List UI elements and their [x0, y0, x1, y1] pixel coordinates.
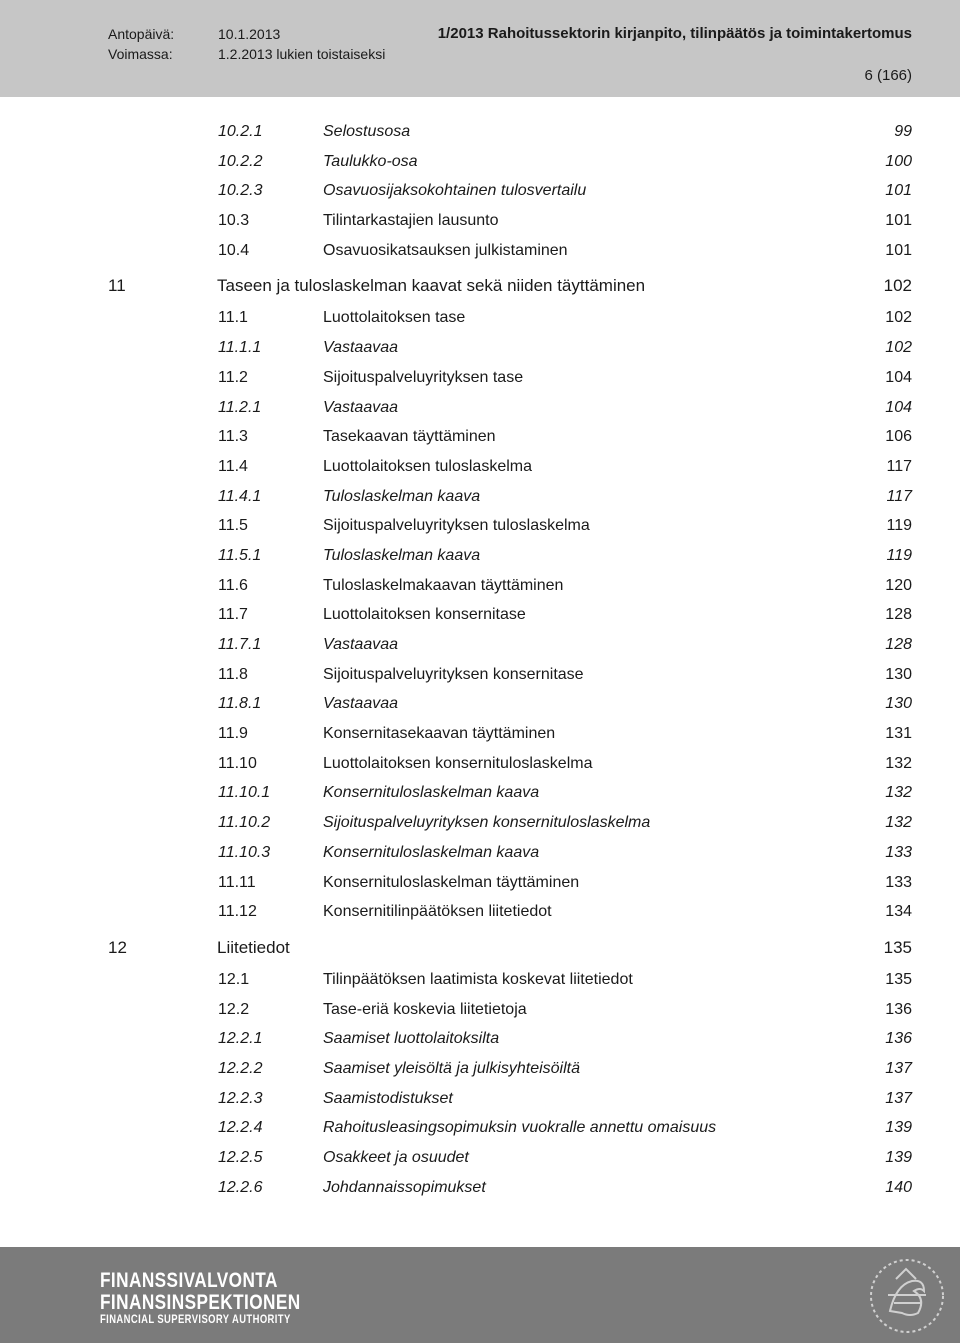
toc-entry[interactable]: [0, 1024, 960, 1054]
toc-entry-number: 12.2: [218, 1000, 250, 1018]
toc-entry-title: Saamistodistukset: [323, 1089, 453, 1107]
toc-entry-title: Vastaavaa: [323, 695, 399, 713]
toc-entry-title: Luottolaitoksen konsernituloslaskelma: [323, 754, 593, 772]
logo-text-swedish: FINANSINSPEKTIONEN: [100, 1291, 301, 1314]
toc-entry-page: 130: [885, 665, 912, 683]
toc-entry-number: 11.1: [218, 309, 248, 327]
toc-entry-title: Vastaavaa: [323, 398, 399, 416]
toc-entry[interactable]: [0, 393, 960, 423]
toc-entry[interactable]: [0, 482, 960, 512]
toc-entry-number: 11.11: [218, 873, 256, 891]
toc-entry-title: Sijoituspalveluyrityksen konsernituloslaskelma: [323, 814, 651, 832]
toc-entry-page: 132: [885, 784, 912, 802]
toc-entry-number: 11.5: [218, 517, 248, 535]
toc-entry[interactable]: [0, 571, 960, 601]
toc-entry-page: 117: [886, 487, 912, 505]
toc-entry-page: 101: [885, 241, 912, 259]
document-title: 1/2013 Rahoitussektorin kirjanpito, tilinpäätös ja toimintakertomus: [437, 25, 912, 42]
toc-entry-page: 133: [885, 873, 912, 891]
toc-entry-title: Konsernitilinpäätöksen liitetiedot: [323, 903, 552, 921]
toc-entry-title: Rahoitusleasingsopimuksin vuokralle annettu omaisuus: [323, 1119, 717, 1137]
toc-entry-title: Taseen ja tuloslaskelman kaavat sekä niiden täyttäminen: [217, 276, 646, 296]
toc-entry[interactable]: [0, 147, 960, 177]
toc-entry-page: 132: [885, 814, 912, 832]
toc-entry-number: 11.2: [218, 368, 248, 386]
toc-entry[interactable]: [0, 511, 960, 541]
toc-entry-title: Luottolaitoksen tase: [323, 309, 466, 327]
toc-entry-page: 135: [883, 937, 912, 957]
toc-entry-page: 120: [885, 576, 912, 594]
toc-entry-page: 102: [883, 276, 912, 296]
toc-entry-title: Tasekaavan täyttäminen: [323, 428, 496, 446]
validity-value: 1.2.2013 lukien toistaiseksi: [218, 46, 386, 62]
toc-entry[interactable]: [0, 600, 960, 630]
toc-entry-number: 12.2.3: [218, 1089, 263, 1107]
toc-entry-page: 137: [885, 1059, 912, 1077]
toc-entry-title: Vastaavaa: [323, 636, 399, 653]
lion-crest-icon: [866, 1255, 948, 1337]
toc-entry[interactable]: [0, 778, 960, 808]
toc-entry-number: 11: [108, 276, 126, 296]
toc-entry-number: 11.10.1: [218, 784, 271, 802]
toc-entry-number: 12: [108, 937, 127, 957]
toc-entry-number: 11.10.2: [218, 814, 271, 832]
toc-entry-number: 11.4: [218, 457, 248, 475]
toc-entry-page: 134: [885, 903, 912, 921]
toc-entry-number: 11.5.1: [218, 546, 262, 564]
toc-entry-title: Vastaavaa: [323, 339, 399, 357]
toc-entry-page: 139: [885, 1149, 912, 1166]
toc-entry[interactable]: [0, 541, 960, 571]
toc-entry[interactable]: [0, 236, 960, 266]
toc-entry-page: 119: [886, 546, 912, 564]
toc-entry[interactable]: [0, 1173, 960, 1203]
page-number: 6 (166): [864, 67, 912, 84]
toc-entry-number: 11.10.3: [218, 843, 271, 861]
toc-entry-title: Sijoituspalveluyrityksen tuloslaskelma: [323, 517, 590, 535]
toc-entry-number: 12.2.1: [218, 1030, 263, 1048]
toc-entry-title: Johdannaissopimukset: [323, 1178, 486, 1196]
toc-entry-page: 99: [894, 123, 912, 140]
toc-entry-title: Sijoituspalveluyrityksen tase: [323, 368, 524, 386]
toc-entry-title: Saamiset luottolaitoksilta: [323, 1030, 500, 1048]
toc-entry[interactable]: [0, 808, 960, 838]
toc-entry-page: 133: [885, 843, 912, 861]
table-of-contents: [0, 117, 960, 1202]
toc-entry-number: 11.9: [218, 725, 248, 743]
toc-entry-number: 10.2.3: [218, 182, 263, 200]
toc-entry-title: Tase-eriä koskevia liitetietoja: [323, 1000, 527, 1018]
toc-entry-number: 11.12: [218, 903, 257, 921]
toc-entry-title: Luottolaitoksen konsernitase: [323, 606, 526, 624]
toc-entry-page: 130: [885, 695, 912, 713]
toc-entry[interactable]: [0, 897, 960, 927]
toc-entry[interactable]: [0, 333, 960, 363]
toc-entry-number: 10.2.2: [218, 152, 263, 170]
toc-entry[interactable]: [0, 303, 960, 333]
logo-text-finnish: FINANSSIVALVONTA: [100, 1269, 278, 1292]
toc-entry-number: 11.8: [218, 665, 248, 683]
toc-entry-number: 11.3: [218, 428, 248, 446]
toc-entry[interactable]: [0, 660, 960, 690]
toc-chapter-entry[interactable]: [0, 931, 960, 965]
toc-entry-page: 137: [885, 1089, 912, 1107]
toc-entry-title: Selostusosa: [323, 123, 411, 140]
toc-entry-page: 131: [885, 725, 912, 743]
toc-entry-page: 100: [885, 152, 912, 170]
toc-entry-page: 132: [885, 754, 912, 772]
toc-entry-title: Liitetiedot: [217, 937, 290, 957]
toc-entry[interactable]: [0, 630, 960, 660]
toc-entry-title: Sijoituspalveluyrityksen konsernitase: [323, 665, 584, 683]
toc-entry[interactable]: [0, 965, 960, 995]
footer-banner: [0, 1247, 960, 1343]
toc-entry-number: 10.2.1: [218, 123, 263, 140]
toc-entry-page: 117: [886, 457, 912, 475]
toc-entry-page: 128: [885, 606, 912, 624]
logo-text-english: FINANCIAL SUPERVISORY AUTHORITY: [100, 1314, 291, 1326]
toc-entry-title: Konsernituloslaskelman täyttäminen: [323, 873, 580, 891]
toc-entry[interactable]: [0, 689, 960, 719]
toc-entry[interactable]: [0, 749, 960, 779]
toc-entry-title: Tilinpäätöksen laatimista koskevat liitetiedot: [323, 970, 633, 988]
toc-entry-page: 136: [885, 1030, 912, 1048]
toc-entry-page: 102: [885, 339, 912, 357]
toc-entry-page: 104: [885, 398, 912, 416]
toc-entry-number: 12.2.4: [218, 1119, 263, 1137]
toc-entry-number: 11.10: [218, 754, 257, 772]
toc-entry-page: 106: [885, 428, 912, 446]
toc-entry[interactable]: [0, 1143, 960, 1173]
toc-entry-number: 11.8.1: [218, 695, 262, 713]
toc-entry-title: Saamiset yleisöltä ja julkisyhteisöiltä: [323, 1059, 580, 1077]
toc-entry-title: Osavuosikatsauksen julkistaminen: [323, 241, 568, 259]
toc-entry-number: 12.2.2: [218, 1059, 263, 1077]
toc-entry[interactable]: [0, 1113, 960, 1143]
document-header: [0, 0, 960, 97]
toc-entry-title: Osavuosijaksokohtainen tulosvertailu: [323, 182, 587, 200]
toc-entry-number: 10.3: [218, 212, 250, 230]
toc-entry[interactable]: [0, 838, 960, 868]
toc-entry-title: Tilintarkastajien lausunto: [323, 212, 499, 230]
toc-entry[interactable]: [0, 363, 960, 393]
toc-entry[interactable]: [0, 1054, 960, 1084]
toc-entry-number: 10.4: [218, 241, 250, 259]
toc-entry-page: 101: [885, 212, 912, 230]
toc-entry-number: 12.2.6: [218, 1178, 263, 1196]
toc-entry-page: 140: [885, 1178, 912, 1196]
toc-entry-page: 102: [885, 309, 912, 327]
toc-entry-number: 11.6: [218, 576, 248, 594]
issue-date-value: 10.1.2013: [218, 26, 281, 42]
toc-entry-page: 101: [885, 182, 912, 200]
toc-entry[interactable]: [0, 868, 960, 898]
toc-entry-page: 135: [885, 970, 912, 988]
toc-entry-title: Konsernitasekaavan täyttäminen: [323, 725, 556, 743]
toc-entry-title: Osakkeet ja osuudet: [323, 1149, 469, 1166]
toc-entry-number: 11.7.1: [218, 636, 262, 653]
toc-entry[interactable]: [0, 719, 960, 749]
toc-entry-number: 11.2.1: [218, 398, 262, 416]
toc-entry[interactable]: [0, 452, 960, 482]
toc-entry[interactable]: [0, 176, 960, 206]
toc-chapter-entry[interactable]: [0, 269, 960, 303]
toc-entry-title: Tuloslaskelmakaavan täyttäminen: [323, 576, 564, 594]
toc-entry-number: 12.1: [218, 970, 250, 988]
toc-entry[interactable]: [0, 117, 960, 147]
toc-entry-title: Tuloslaskelman kaava: [323, 487, 481, 505]
toc-entry-number: 11.7: [218, 606, 248, 624]
toc-entry-page: 139: [885, 1119, 912, 1137]
toc-entry-number: 11.1.1: [218, 339, 262, 357]
toc-entry-page: 119: [886, 517, 912, 535]
toc-entry-title: Tuloslaskelman kaava: [323, 546, 481, 564]
toc-entry-page: 136: [885, 1000, 912, 1018]
validity-label: Voimassa:: [108, 46, 173, 62]
toc-entry-title: Taulukko-osa: [323, 152, 418, 170]
issue-date-label: Antopäivä:: [108, 26, 175, 42]
toc-entry-number: 12.2.5: [218, 1149, 263, 1166]
toc-entry-title: Konsernituloslaskelman kaava: [323, 784, 540, 802]
toc-entry[interactable]: [0, 206, 960, 236]
toc-entry-title: Konsernituloslaskelman kaava: [323, 843, 540, 861]
toc-entry-number: 11.4.1: [218, 487, 262, 505]
toc-entry-page: 104: [885, 368, 912, 386]
toc-entry-page: 128: [885, 636, 912, 653]
toc-entry[interactable]: [0, 995, 960, 1025]
toc-entry[interactable]: [0, 422, 960, 452]
toc-entry[interactable]: [0, 1084, 960, 1114]
toc-entry-title: Luottolaitoksen tuloslaskelma: [323, 457, 533, 475]
